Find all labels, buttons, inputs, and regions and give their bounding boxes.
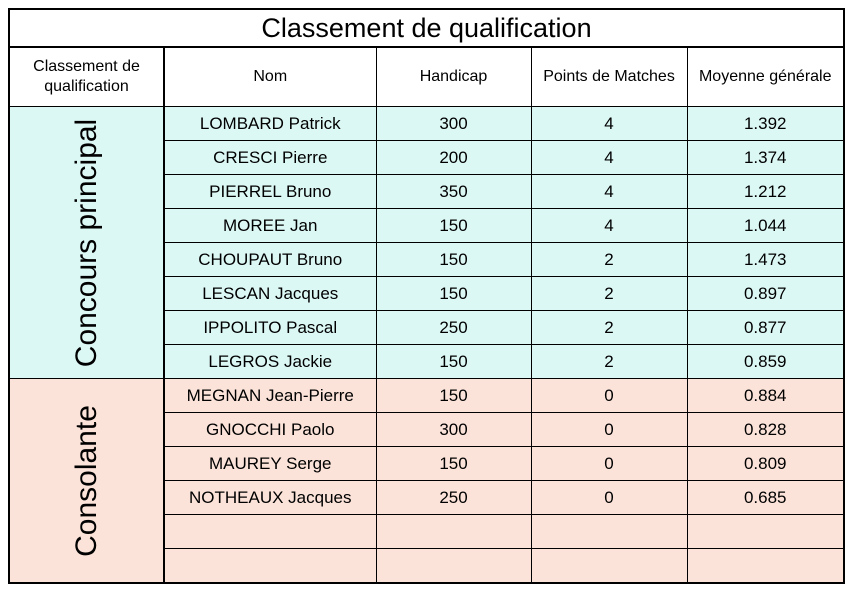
cell-handicap: 250	[376, 311, 531, 345]
cell-nom: LESCAN Jacques	[164, 277, 376, 311]
cell-points: 0	[531, 447, 687, 481]
qualification-table	[8, 8, 845, 584]
cell-nom: GNOCCHI Paolo	[164, 413, 376, 447]
cell-handicap: 150	[376, 345, 531, 379]
cell-moyenne: 0.685	[687, 481, 844, 515]
cell-points: 4	[531, 107, 687, 141]
table-row	[9, 379, 844, 413]
cell-moyenne: 1.473	[687, 243, 844, 277]
group-label-consolante: Consolante	[69, 404, 103, 557]
table-title: Classement de qualification	[9, 9, 844, 47]
column-header-moyenne: Moyenne générale	[687, 47, 844, 107]
cell-moyenne: 0.809	[687, 447, 844, 481]
cell-moyenne: 1.374	[687, 141, 844, 175]
table-row	[9, 107, 844, 141]
cell-points: 2	[531, 311, 687, 345]
cell-handicap: 350	[376, 175, 531, 209]
cell-moyenne: 1.392	[687, 107, 844, 141]
cell-moyenne	[687, 549, 844, 584]
cell-points	[531, 549, 687, 584]
cell-points: 4	[531, 209, 687, 243]
cell-nom: CHOUPAUT Bruno	[164, 243, 376, 277]
column-header-points: Points de Matches	[531, 47, 687, 107]
cell-nom: CRESCI Pierre	[164, 141, 376, 175]
cell-nom: PIERREL Bruno	[164, 175, 376, 209]
cell-handicap: 150	[376, 243, 531, 277]
cell-nom	[164, 515, 376, 549]
cell-nom: MAUREY Serge	[164, 447, 376, 481]
cell-handicap: 150	[376, 277, 531, 311]
cell-points: 2	[531, 345, 687, 379]
cell-moyenne: 1.212	[687, 175, 844, 209]
cell-handicap: 150	[376, 379, 531, 413]
cell-moyenne: 0.884	[687, 379, 844, 413]
cell-points: 0	[531, 413, 687, 447]
cell-nom: MEGNAN Jean-Pierre	[164, 379, 376, 413]
cell-points: 2	[531, 277, 687, 311]
group-label-concours-principal-cell	[9, 107, 164, 379]
cell-handicap: 300	[376, 107, 531, 141]
cell-points: 2	[531, 243, 687, 277]
cell-moyenne	[687, 515, 844, 549]
qualification-table-frame	[8, 8, 843, 587]
cell-nom: LEGROS Jackie	[164, 345, 376, 379]
cell-moyenne: 1.044	[687, 209, 844, 243]
cell-points: 0	[531, 379, 687, 413]
cell-nom: NOTHEAUX Jacques	[164, 481, 376, 515]
cell-moyenne: 0.859	[687, 345, 844, 379]
cell-handicap: 200	[376, 141, 531, 175]
column-header-group: Classement de qualification	[9, 47, 164, 107]
cell-handicap: 250	[376, 481, 531, 515]
cell-points: 4	[531, 141, 687, 175]
cell-nom: MOREE Jan	[164, 209, 376, 243]
cell-handicap: 300	[376, 413, 531, 447]
cell-moyenne: 0.897	[687, 277, 844, 311]
cell-handicap	[376, 515, 531, 549]
cell-handicap: 150	[376, 447, 531, 481]
column-header-nom: Nom	[164, 47, 376, 107]
group-label-concours-principal: Concours principal	[69, 118, 103, 367]
cell-nom	[164, 549, 376, 584]
group-label-consolante-cell	[9, 379, 164, 584]
cell-moyenne: 0.877	[687, 311, 844, 345]
cell-points: 4	[531, 175, 687, 209]
cell-handicap: 150	[376, 209, 531, 243]
column-header-handicap: Handicap	[376, 47, 531, 107]
cell-moyenne: 0.828	[687, 413, 844, 447]
cell-handicap	[376, 549, 531, 584]
cell-nom: LOMBARD Patrick	[164, 107, 376, 141]
cell-nom: IPPOLITO Pascal	[164, 311, 376, 345]
header-row	[9, 47, 844, 107]
cell-points: 0	[531, 481, 687, 515]
cell-points	[531, 515, 687, 549]
